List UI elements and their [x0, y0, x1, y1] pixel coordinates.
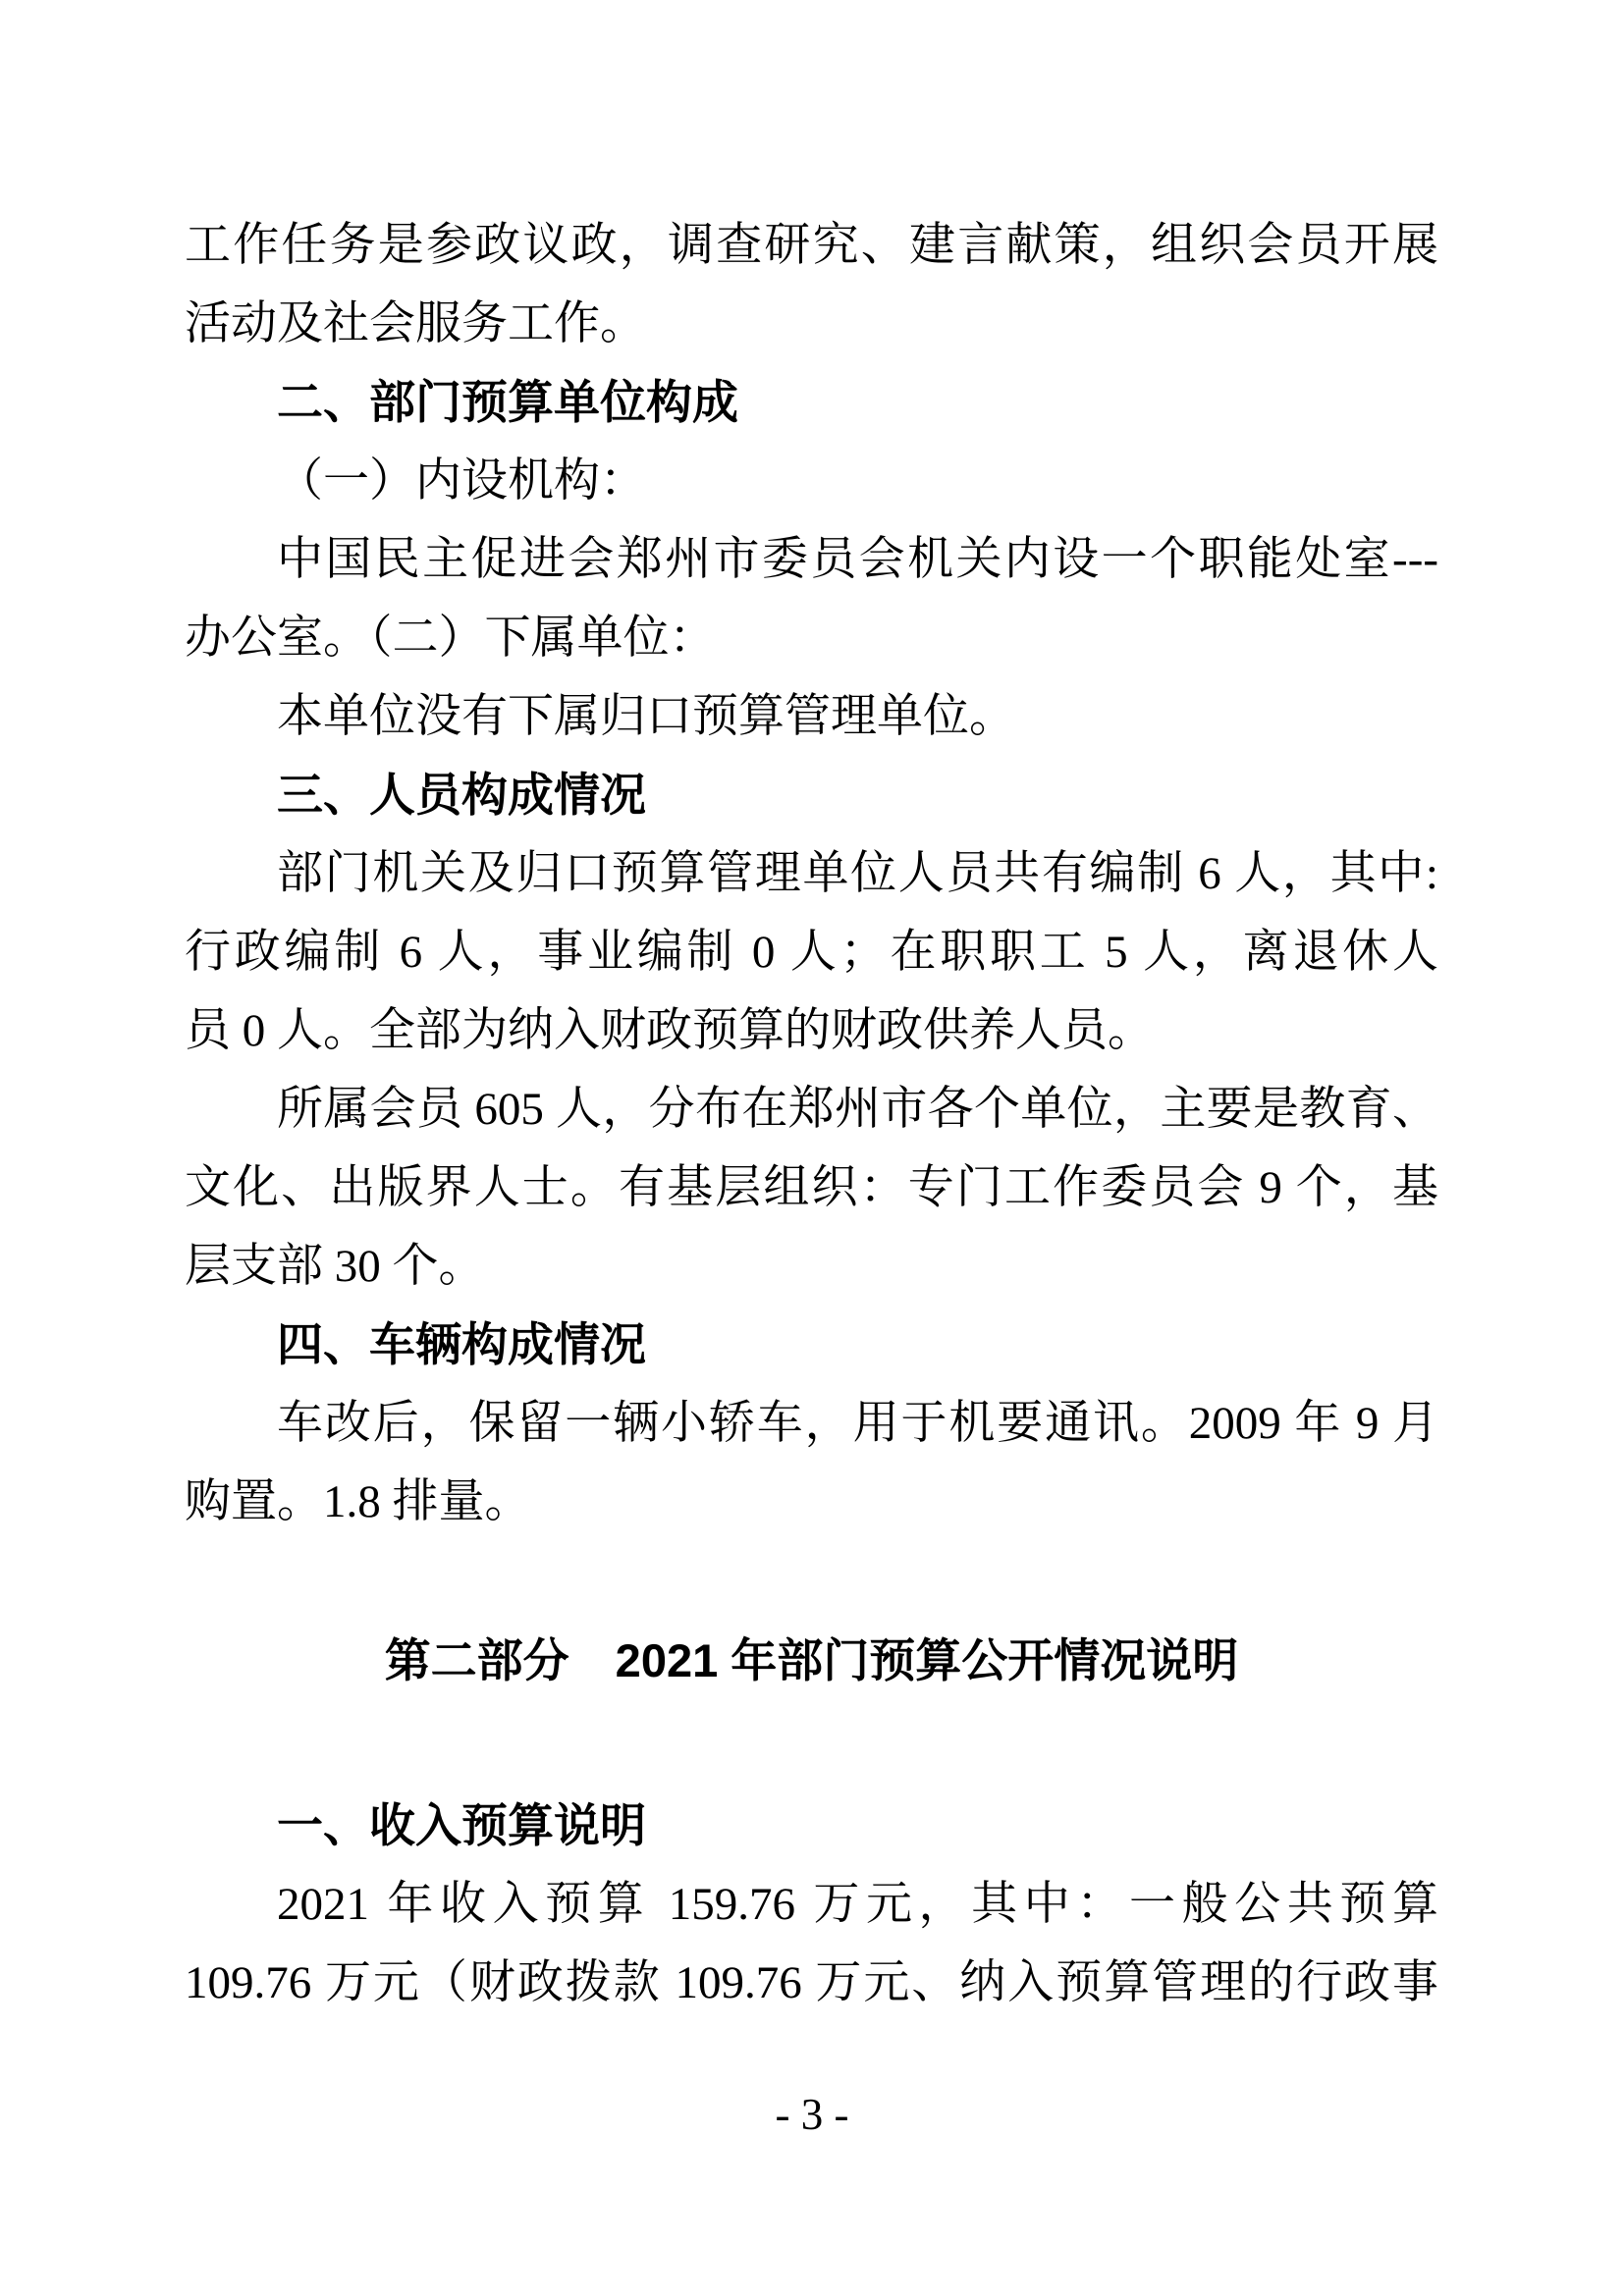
heading-line: 一、收入预算说明 — [277, 1799, 646, 1851]
body-text-line: 部门机关及归口预算管理单位人员共有编制 6 人，其中: — [277, 848, 1438, 899]
heading-line: 四、车辆构成情况 — [277, 1318, 646, 1370]
body-text-line: （一）内设机构： — [277, 455, 646, 507]
body-text-line: 2021 年收入预算 159.76 万元，其中：一般公共预算 — [277, 1879, 1438, 1930]
body-text-line: 办公室。（二）下属单位： — [185, 613, 716, 664]
document-body — [185, 206, 1438, 2022]
heading-line: 三、人员构成情况 — [277, 769, 646, 821]
body-text-line: 购置。1.8 排量。 — [185, 1476, 531, 1527]
body-text-line: 所属会员 605 人，分布在郑州市各个单位，主要是教育、 — [277, 1084, 1438, 1135]
body-text-line: 行政编制 6 人，事业编制 0 人；在职职工 5 人，离退休人 — [185, 927, 1438, 978]
body-text-line: 文化、出版界人士。有基层组织：专门工作委员会 9 个，基 — [185, 1162, 1438, 1213]
body-text-line: 本单位没有下属归口预算管理单位。 — [277, 691, 1015, 742]
section-title-line: 第二部分 2021 年部门预算公开情况说明 — [384, 1634, 1239, 1686]
body-text-line: 层支部 30 个。 — [185, 1241, 485, 1292]
body-text-line: 车改后，保留一辆小轿车，用于机要通讯。2009 年 9 月 — [277, 1398, 1438, 1449]
body-text-line: 活动及社会服务工作。 — [185, 298, 646, 349]
body-text-line: 109.76 万元（财政拨款 109.76 万元、纳入预算管理的行政事 — [185, 1957, 1438, 2008]
body-text-line: 工作任务是参政议政，调查研究、建言献策，组织会员开展 — [185, 220, 1438, 271]
heading-line: 二、部门预算单位构成 — [277, 376, 738, 428]
page-number: - 3 - — [775, 2090, 849, 2139]
body-text-line: 员 0 人。全部为纳入财政预算的财政供养人员。 — [185, 1005, 1154, 1056]
body-text-line: 中国民主促进会郑州市委员会机关内设一个职能处室--- — [277, 534, 1438, 585]
